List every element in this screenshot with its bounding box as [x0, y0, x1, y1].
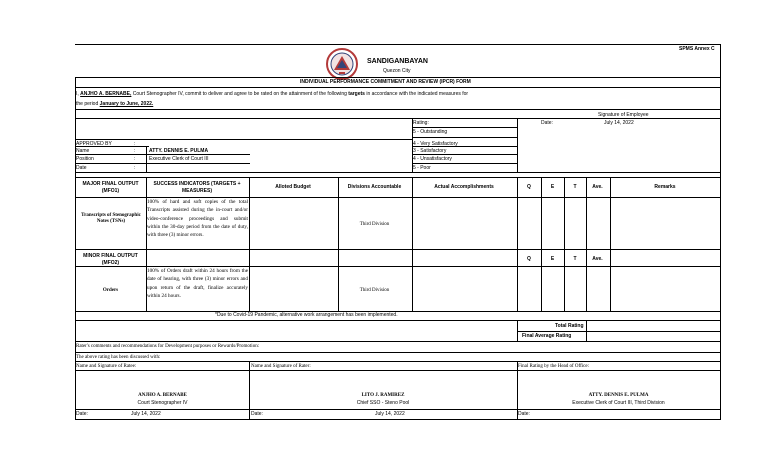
rater-position: Chief SSO - Steno Pool — [356, 400, 410, 406]
success-indicators-row-2: 100% of Orders draft within 24 hours from the date of hearing, with three (3) minor errors and upon return of the draft, finalize accurately within 24 hours. — [147, 268, 248, 299]
head-final-rating-label: Final Rating by the Head of Office: — [518, 364, 590, 369]
agency-city: Quezon City — [383, 68, 411, 74]
header-mfo2: MINOR FINAL OUTPUT (MFO2) — [83, 253, 138, 266]
annex-label: SPMS Annex C — [679, 46, 715, 52]
rating-very-satisfactory: 4 - Very Satisfactory — [413, 141, 458, 147]
success-indicators-row-1: 100% of hard and soft copies of the total Transcripts assisted during the in-court and/or video-conference proceedings and submit within the 30-day period from the date of duty, with three (3) minor errors. — [147, 199, 248, 239]
header-mfo1: MAJOR FINAL OUTPUT (MFO1) — [82, 181, 139, 194]
employee-date-value: July 14, 2022 — [604, 120, 634, 126]
mfo-row-2: Orders — [102, 288, 119, 293]
mfo-row-1: Transcripts of Stenographic Notes (TSNs) — [81, 213, 141, 224]
signature-employee-label: Signature of Employee — [598, 112, 649, 118]
mfo2-header-q: Q — [527, 256, 531, 262]
division-row-1: Third Division — [359, 222, 390, 227]
rating-outstanding: 5 - Outstanding — [413, 129, 448, 135]
header-q: Q — [527, 184, 531, 190]
rating-satisfactory: 3 - Satisfactory — [413, 148, 447, 154]
header-actual-accomplishments: Actual Accomplishments — [434, 184, 494, 190]
sandiganbayan-seal-logo — [326, 48, 358, 80]
header-ave: Ave. — [592, 184, 603, 190]
rater-comments-label: Rater's comments and recommendations for Development purposes or Rewards/Promotion: — [76, 344, 260, 349]
ipcr-form-page: SPMS Annex C SANDIGANBAYAN Quezon City INDIVIDUAL PERFORMANCE COMMITMENT AND REVIEW (IPCR) FORM I, ANJHO A. BERNABE, Court Stenographer IV, commit to deliver and agree to be rated on the attainment of the following targets in accordance with the indicated measures for the period January to June, 2022. Signature of Employee Date: July 14, 2022 APPROVED BY : Name : ATTY. DENNIS E. PULMA Position : Executive Clerk of Court III Date : Rating: 5 - Outstanding 4 - Very Satisfactory 3 - Satisfactory 4 - Unsatisfactory 5 - Poor MAJOR FINAL OUTPUT (MFO1) SUCCESS INDICATORS (TARGETS + MEASURES) Alloted Budget Divisions Accountable Actual Accomplishments Q E T Ave. Remarks Transcripts of Stenographic Notes (TSNs) 100% of hard and soft copies of the total Transcripts assisted during the in-court and/or video-conference proceedings and submit within the 30-day period from the date of duty, with three (3) minor errors. Third Division MINOR FINAL OUTPUT (MFO2) Q E T Ave. Orders 100% of Orders draft within 24 hours from the date of hearing, with three (3) minor errors and upon return of the draft, finalize accurately within 24 hours. Third Division *Due to Covid-19 Pandemic, alternative work arrangement has been implemented. Total Rating Final Average Rating Rater's comments and recommendations for Development purposes or Rewards/Promotion: The above rating has been discussed with: Name and Signature of Ratee: Name and Signature of Rater: Final Rating by the Head of Office: ANJHO A. BERNABE Court Stenographer IV LITO J. RAMIREZ Chief SSO - Steno Pool ATTY. DENNIS E. PULMA Executive Clerk of Court III, Third Division Date: July 14, 2022 Date: July 14, 2022 Date: — [0, 0, 768, 466]
mfo2-header-t: T — [573, 256, 577, 262]
mfo2-header-ave: Ave. — [592, 256, 603, 262]
form-title: INDIVIDUAL PERFORMANCE COMMITMENT AND REVIEW (IPCR) FORM — [300, 79, 471, 85]
rater-name: LITO J. RAMIREZ — [361, 393, 405, 398]
rating-unsatisfactory: 4 - Unsatisfactory — [413, 156, 452, 162]
employee-name: ANJHO A. BERNABE, — [80, 91, 132, 97]
period-statement: the period January to June, 2022. — [76, 101, 154, 107]
rater-date-label: Date: — [251, 411, 263, 417]
covid-note: *Due to Covid-19 Pandemic, alternative work arrangement has been implemented. — [215, 312, 398, 318]
division-row-2: Third Division — [359, 288, 390, 293]
header-remarks: Remarks — [654, 184, 676, 190]
approver-name: ATTY. DENNIS E. PULMA — [149, 148, 209, 154]
ratee-date-value: July 14, 2022 — [131, 411, 161, 417]
approver-name-label: Name — [76, 148, 90, 154]
approver-position-label: Position — [76, 156, 94, 162]
commitment-statement: I, ANJHO A. BERNABE, Court Stenographer IV, commit to deliver and agree to be rated on the attainment of the following targets in accordance with the indicated measures for — [76, 91, 469, 97]
final-average-label: Final Average Rating — [522, 333, 572, 339]
header-alloted-budget: Alloted Budget — [275, 184, 311, 190]
discussed-with-label: The above rating has been discussed with: — [76, 355, 161, 360]
head-date-label: Date: — [518, 411, 530, 417]
approved-by-label: APPROVED BY — [76, 141, 112, 147]
mfo2-header-e: E — [550, 256, 555, 262]
approver-position: Executive Clerk of Court III — [149, 156, 209, 162]
header-divisions-accountable: Divisions Accountable — [347, 184, 402, 190]
employee-date-label: Date: — [541, 120, 553, 126]
rater-signature-label: Name and Signature of Rater: — [251, 364, 311, 369]
rating-poor: 5 - Poor — [413, 165, 431, 171]
rating-scale-title: Rating: — [413, 120, 429, 126]
header-e: E — [550, 184, 555, 190]
period-value: January to June, 2022. — [99, 101, 154, 107]
ratee-signature-label: Name and Signature of Ratee: — [76, 364, 137, 369]
head-position: Executive Clerk of Court III, Third Division — [572, 400, 665, 406]
header-t: T — [573, 184, 577, 190]
approver-date-label: Date — [76, 165, 87, 171]
ratee-name: ANJHO A. BERNABE — [138, 393, 187, 398]
header-success-indicators: SUCCESS INDICATORS (TARGETS + MEASURES) — [153, 181, 241, 194]
ratee-position: Court Stenographer IV — [137, 400, 188, 406]
ratee-date-label: Date: — [76, 411, 88, 417]
rater-date-value: July 14, 2022 — [375, 411, 405, 417]
head-name: ATTY. DENNIS E. PULMA — [588, 393, 649, 398]
agency-name: SANDIGANBAYAN — [367, 58, 428, 65]
total-rating-label: Total Rating — [555, 323, 584, 329]
